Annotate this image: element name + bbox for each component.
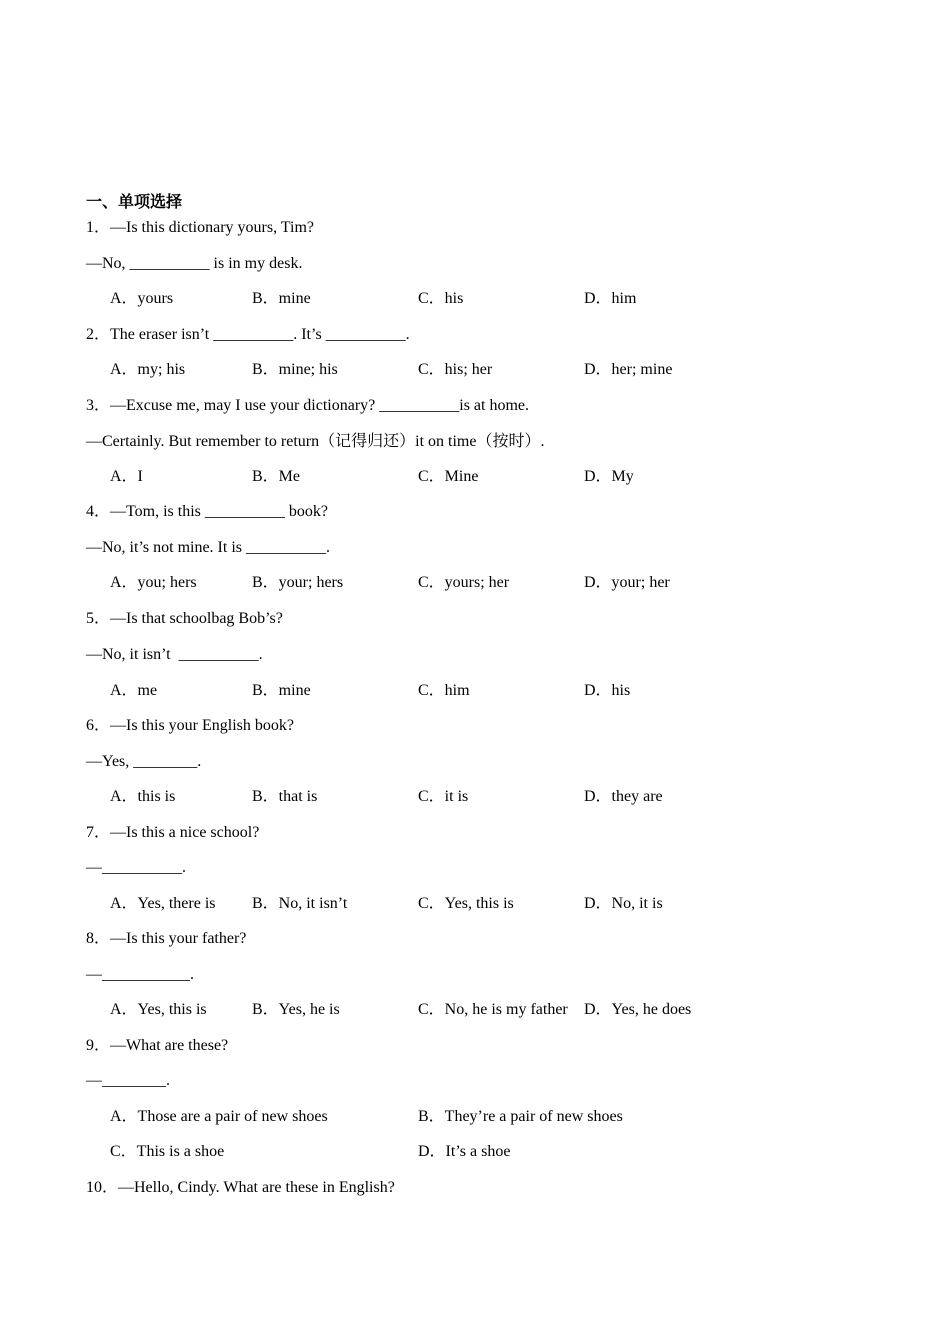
question-2-option-a[interactable]: A．my; his	[110, 361, 186, 378]
question-3-option-d[interactable]: D．My	[584, 468, 634, 485]
question-8-option-a[interactable]: A．Yes, this is	[110, 1001, 207, 1018]
question-2-option-b[interactable]: B．mine; his	[252, 361, 338, 378]
question-2-option-d[interactable]: D．her; mine	[584, 361, 673, 378]
question-2-stem: 2．The eraser isn’t __________. It’s __________.	[86, 326, 410, 343]
question-9-stem: 9．—What are these?	[86, 1037, 229, 1054]
question-7-option-a[interactable]: A．Yes, there is	[110, 895, 216, 912]
question-8-stem: 8．—Is this your father?	[86, 930, 247, 947]
question-8-option-b[interactable]: B．Yes, he is	[252, 1001, 340, 1018]
question-4-option-a[interactable]: A．you; hers	[110, 574, 197, 591]
question-3-stem: 3．—Excuse me, may I use your dictionary? __________is at home.	[86, 397, 530, 414]
question-4-option-c[interactable]: C．yours; her	[418, 574, 510, 591]
question-7-option-c[interactable]: C．Yes, this is	[418, 895, 514, 912]
question-5-option-d[interactable]: D．his	[584, 682, 631, 699]
question-7-option-d[interactable]: D．No, it is	[584, 895, 663, 912]
question-6-option-c[interactable]: C．it is	[418, 788, 469, 805]
question-9-option-b[interactable]: B．They’re a pair of new shoes	[418, 1108, 623, 1125]
question-1-option-b[interactable]: B．mine	[252, 290, 311, 307]
question-7-line2: —__________.	[86, 859, 186, 876]
question-1-option-d[interactable]: D．him	[584, 290, 637, 307]
question-1-option-a[interactable]: A．yours	[110, 290, 174, 307]
question-4-option-d[interactable]: D．your; her	[584, 574, 670, 591]
question-7-option-b[interactable]: B．No, it isn’t	[252, 895, 348, 912]
question-9-line2: —________.	[86, 1072, 170, 1089]
question-8-option-d[interactable]: D．Yes, he does	[584, 1001, 692, 1018]
question-5-option-c[interactable]: C．him	[418, 682, 470, 699]
question-1-stem: 1．—Is this dictionary yours, Tim?	[86, 219, 315, 236]
question-10-stem: 10．—Hello, Cindy. What are these in English?	[86, 1179, 395, 1196]
question-6-option-b[interactable]: B．that is	[252, 788, 318, 805]
question-9-option-a[interactable]: A．Those are a pair of new shoes	[110, 1108, 328, 1125]
question-4-stem: 4．—Tom, is this __________ book?	[86, 503, 328, 520]
question-7-stem: 7．—Is this a nice school?	[86, 824, 260, 841]
question-4-option-b[interactable]: B．your; hers	[252, 574, 344, 591]
section-title: 一、单项选择	[86, 194, 183, 211]
question-5-stem: 5．—Is that schoolbag Bob’s?	[86, 610, 283, 627]
question-3-option-a[interactable]: A．I	[110, 468, 143, 485]
question-9-option-c[interactable]: C．This is a shoe	[110, 1143, 225, 1160]
question-6-line2: —Yes, ________.	[86, 753, 202, 770]
question-8-line2: —___________.	[86, 966, 194, 983]
question-2-option-c[interactable]: C．his; her	[418, 361, 493, 378]
question-6-option-d[interactable]: D．they are	[584, 788, 663, 805]
question-8-option-c[interactable]: C．No, he is my father	[418, 1001, 568, 1018]
question-1-option-c[interactable]: C．his	[418, 290, 464, 307]
question-4-line2: —No, it’s not mine. It is __________.	[86, 539, 330, 556]
question-5-option-b[interactable]: B．mine	[252, 682, 311, 699]
question-6-stem: 6．—Is this your English book?	[86, 717, 294, 734]
question-3-option-c[interactable]: C．Mine	[418, 468, 479, 485]
question-1-line2: —No, __________ is in my desk.	[86, 255, 303, 272]
question-9-option-d[interactable]: D．It’s a shoe	[418, 1143, 511, 1160]
question-3-line2: —Certainly. But remember to return（记得归还）it on time（按时）.	[86, 433, 545, 450]
question-5-option-a[interactable]: A．me	[110, 682, 158, 699]
question-5-line2: —No, it isn’t __________.	[86, 646, 263, 663]
question-3-option-b[interactable]: B．Me	[252, 468, 301, 485]
question-6-option-a[interactable]: A．this is	[110, 788, 176, 805]
